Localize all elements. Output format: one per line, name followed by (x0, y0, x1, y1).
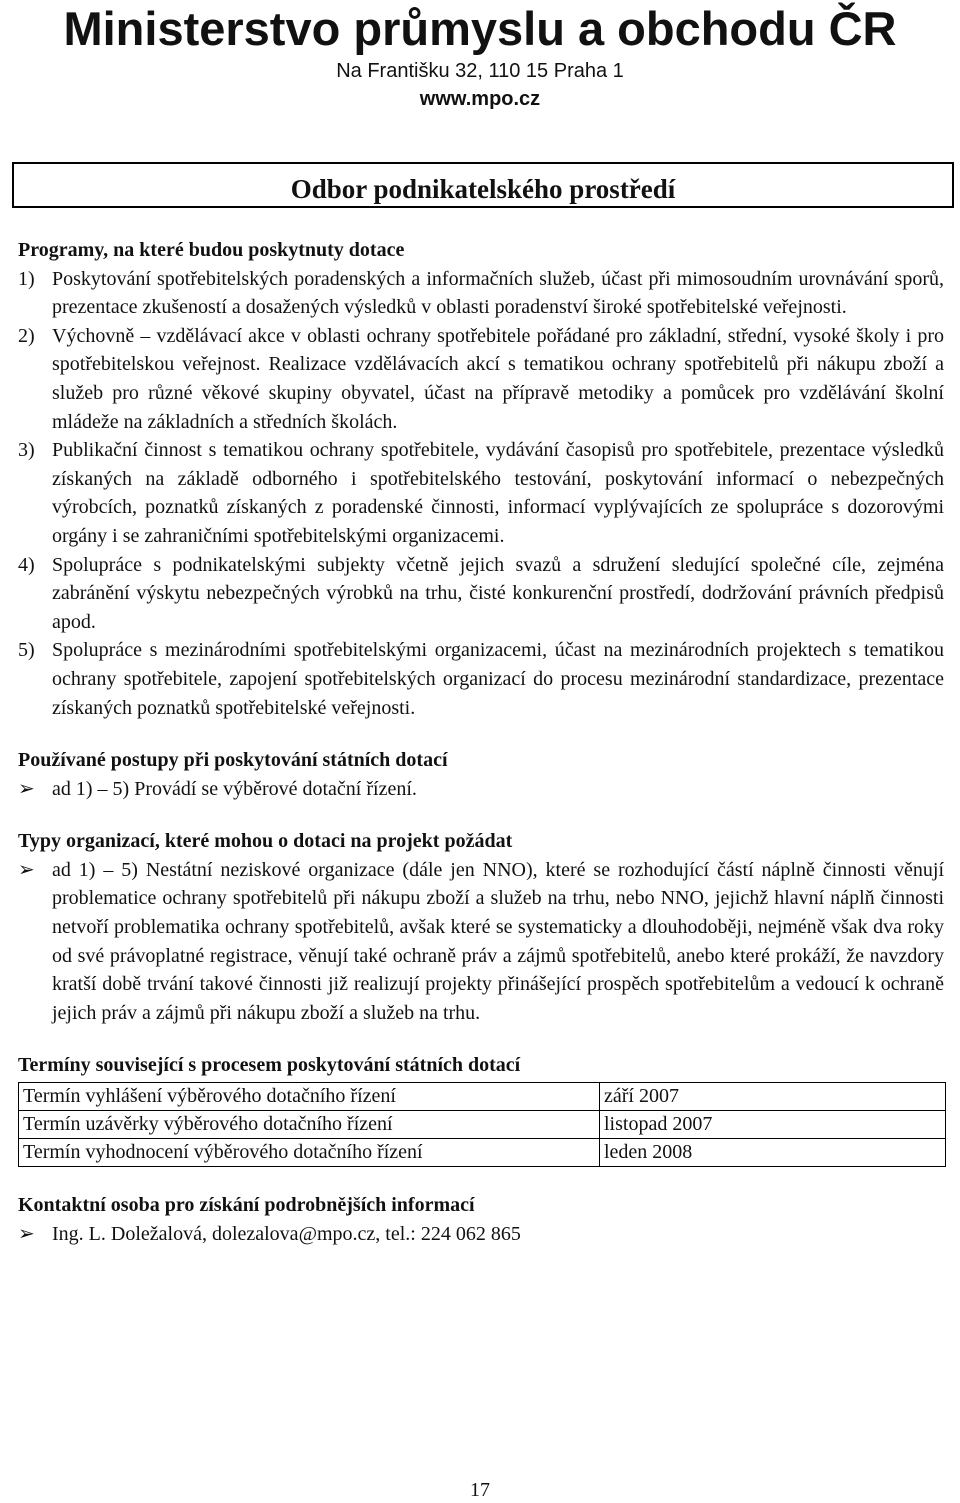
term-value: listopad 2007 (600, 1111, 946, 1139)
section-spacer (18, 803, 944, 827)
organizations-bullet-text: ad 1) – 5) Nestátní neziskové organizace (dále jen NNO), které se rozhodující částí náplně činnosti věnují problematice ochrany spotřebitelů při nákupu zboží a služeb na trhu, nebo NNO, jejichž hlavní náplň činnosti netvoří problematika ochrany spotřebitelů, avšak které se systematicky a dlouhodoběji, nejméně však dva roky od své právoplatné registrace, věnují také ochraně práv a zájmů spotřebitelů, anebo které prokáží, že navzdory kratší době trvání takové činnosti již realizují projekty přinášející prospěch spotřebitelům a vedoucí k ochraně jejich práv a zájmů při nákupu zboží a služeb na trhu. (52, 858, 944, 1024)
program-item (18, 436, 944, 550)
document-body (18, 236, 944, 1248)
program-item (18, 265, 944, 322)
arrowhead-bullet-icon: ➢ (18, 858, 35, 881)
organizations-bullet (18, 856, 944, 1028)
program-item-text: Poskytování spotřebitelských poradenských a informačních služeb, účast při mimosoudním urovnávání sporů, prezentace zkušeností a dosažených výsledků v oblasti poradenství široké spotřebitelské veřejnosti. (52, 267, 944, 319)
program-item-number: 3) (18, 439, 35, 462)
procedures-bullet-text: ad 1) – 5) Provádí se výběrové dotační řízení. (52, 777, 417, 800)
ministry-address: Na Františku 32, 110 15 Praha 1 (336, 60, 624, 82)
procedures-bullet (18, 775, 944, 804)
terms-heading: Termíny související s procesem poskytování státních dotací (18, 1054, 521, 1077)
program-item-number: 4) (18, 553, 35, 576)
section-spacer (18, 722, 944, 746)
term-label: Termín uzávěrky výběrového dotačního řízení (19, 1111, 600, 1139)
program-item (18, 551, 944, 637)
programs-heading: Programy, na které budou poskytnuty dotace (18, 239, 405, 261)
table-row (19, 1139, 946, 1167)
ministry-website: www.mpo.cz (419, 88, 541, 110)
table-row (19, 1083, 946, 1111)
program-item (18, 636, 944, 722)
terms-table (18, 1082, 946, 1167)
term-label: Termín vyhodnocení výběrového dotačního řízení (19, 1139, 600, 1167)
section-spacer (18, 1027, 944, 1051)
program-item-text: Publikační činnost s tematikou ochrany spotřebitele, vydávání časopisů pro spotřebitele, prezentace výsledků získaných na základě odborného i spotřebitelského testování, poskytování informací o nebezpečných výrobcích, poznatků získaných z poradenské činnosti, informací vyplývajících ze spolupráce s dozorovými orgány i se zahraničními spotřebitelskými organizacemi. (52, 439, 944, 547)
department-title-box: Odbor podnikatelského prostředí (12, 162, 954, 208)
section-spacer (18, 1167, 944, 1191)
procedures-heading: Používané postupy při poskytování státních dotací (18, 749, 448, 772)
term-value: leden 2008 (600, 1139, 946, 1167)
arrowhead-bullet-icon: ➢ (18, 1222, 35, 1245)
contact-heading: Kontaktní osoba pro získání podrobnějších informací (18, 1194, 475, 1217)
contact-bullet (18, 1220, 944, 1249)
term-value: září 2007 (600, 1083, 946, 1111)
arrowhead-bullet-icon: ➢ (18, 777, 35, 800)
program-item-text: Výchovně – vzdělávací akce v oblasti ochrany spotřebitele pořádané pro základní, střední, vysoké školy i pro spotřebitelskou veřejnost. Realizace vzdělávacích akcí s tematikou ochrany spotřebitelů při nákupu zboží a služeb pro různé věkové skupiny obyvatel, účast na přípravě metodiky a pomůcek pro vzdělávání školní mládeže na základních a středních školách. (52, 324, 944, 433)
program-item-number: 1) (18, 267, 35, 290)
page-number: 17 (470, 1479, 490, 1501)
ministry-title: Ministerstvo průmyslu a obchodu ČR (63, 2, 897, 55)
program-item (18, 322, 944, 436)
program-item-text: Spolupráce s podnikatelskými subjekty včetně jejich svazů a sdružení sledující společné cíle, zejména zabránění výskytu nebezpečných výrobků na trhu, čisté konkurenční prostředí, dodržování právních předpisů apod. (52, 553, 944, 633)
program-item-number: 2) (18, 324, 35, 347)
term-label: Termín vyhlášení výběrového dotačního řízení (19, 1083, 600, 1111)
contact-bullet-text: Ing. L. Doležalová, dolezalova@mpo.cz, tel.: 224 062 865 (52, 1222, 521, 1245)
organizations-heading: Typy organizací, které mohou o dotaci na projekt požádat (18, 830, 513, 853)
program-item-number: 5) (18, 639, 35, 662)
program-item-text: Spolupráce s mezinárodními spotřebitelskými organizacemi, účast na mezinárodních projektech s tematikou ochrany spotřebitele, zapojení spotřebitelských organizací do procesu mezinárodní standardizace, prezentace získaných poznatků spotřebitelské veřejnosti. (52, 639, 944, 719)
table-row (19, 1111, 946, 1139)
